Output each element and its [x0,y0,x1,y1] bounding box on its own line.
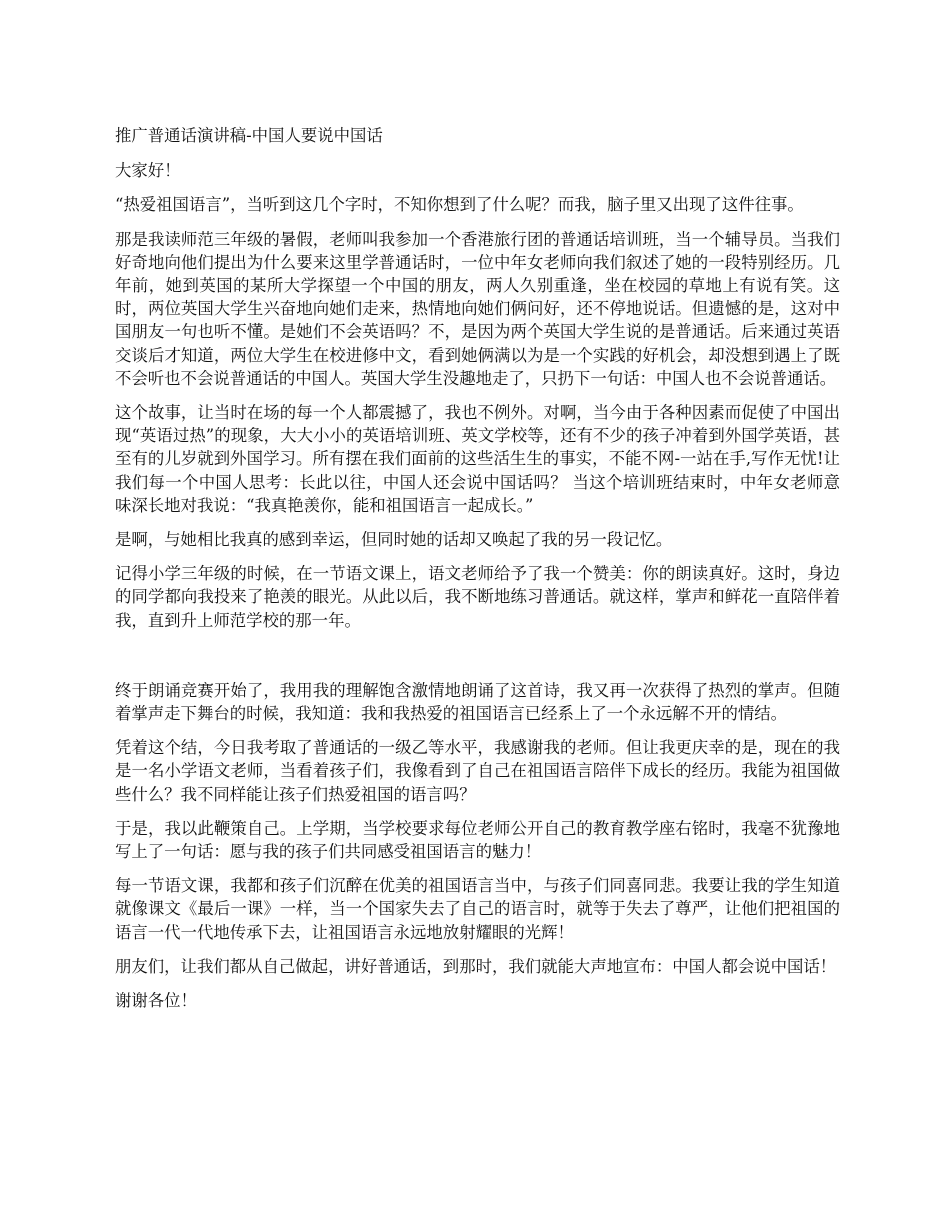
paragraph-thanks: 谢谢各位！ [115,991,197,1011]
paragraph-childhood: 记得小学三年级的时候，在一节语文课上，语文老师给予了我一个赞美：你的朗读真好。这时，身边的同学都向我投来了艳羡的眼光。从此以后，我不断地练习普通话。就这样，掌声和鲜花一直陪伴着我，直到升上师范学校的那一年。 [115,564,840,630]
paragraph-reflection: 这个故事，让当时在场的每一个人都震撼了，我也不例外。对啊，当今由于各种因素而促使了中国出现“英语过热”的现象，大大小小的英语培训班、英文学校等，还有不少的孩子冲着到外国学英语，甚至有的儿岁就到外国学习。所有摆在我们面前的这些活生生的事实，不能不网-一站在手,写作无忧!让我们每一个中国人思考：长此以往，中国人还会说中国话吗？ 当这个培训班结束时，中年女老师意味深长地对我说：“我真艳羡你，能和祖国语言一起成长。” [115,403,840,515]
paragraph-call-to-action: 朋友们，让我们都从自己做起，讲好普通话，到那时，我们就能大声地宣布：中国人都会说中国话！ [115,956,837,976]
paragraph-memory: 是啊，与她相比我真的感到幸运，但同时她的话却又唤起了我的另一段记忆。 [115,530,673,550]
section-gap [115,643,840,679]
document-page [115,124,840,1023]
paragraph-greeting: 大家好！ [115,161,181,181]
paragraph-story: 那是我读师范三年级的暑假，老师叫我参加一个香港旅行团的普通话培训班，当一个辅导员。当我们好奇地向他们提出为什么要来这里学普通话时，一位中年女老师向我们叙述了她的一段特别经历。几年前，她到英国的某所大学探望一个中国的朋友，两人久别重逢，坐在校园的草地上有说有笑。这时，两位英国大学生兴奋地向她们走来，热情地向她们俩问好，还不停地说话。但遗憾的是，这对中国朋友一句也听不懂。是她们不会英语吗？不，是因为两个英国大学生说的是普通话。后来通过英语交谈后才知道，两位大学生在校进修中文，看到她俩满以为是一个实践的好机会，却没想到遇上了既不会听也不会说普通话的中国人。英国大学生没趣地走了，只扔下一句话：中国人也不会说普通话。 [115,229,840,388]
paragraph-motto: 于是，我以此鞭策自己。上学期，当学校要求每位老师公开自己的教育教学座右铭时，我毫不犹豫地写上了一句话：愿与我的孩子们共同感受祖国语言的魅力！ [115,818,840,862]
paragraph-competition: 终于朗诵竞赛开始了，我用我的理解饱含激情地朗诵了这首诗，我又再一次获得了热烈的掌声。但随着掌声走下舞台的时候，我知道：我和我热爱的祖国语言已经系上了一个永远解不开的情结。 [115,680,840,724]
paragraph-intro: “热爱祖国语言”，当听到这几个字时，不知你想到了什么呢？而我，脑子里又出现了这件往事。 [115,195,804,215]
document-title: 推广普通话演讲稿-中国人要说中国话 [115,126,383,145]
paragraph-teacher: 凭着这个结，今日我考取了普通话的一级乙等水平，我感谢我的老师。但让我更庆幸的是，现在的我是一名小学语文老师，当看着孩子们，我像看到了自己在祖国语言陪伴下成长的经历。我能为祖国做些什么？我不同样能让孩子们热爱祖国的语言吗？ [115,738,840,804]
paragraph-class: 每一节语文课，我都和孩子们沉醉在优美的祖国语言当中，与孩子们同喜同悲。我要让我的学生知道就像课文《最后一课》一样，当一个国家失去了自己的语言时，就等于失去了尊严，让他们把祖国的语言一代一代地传承下去，让祖国语言永远地放射耀眼的光辉！ [115,876,840,942]
